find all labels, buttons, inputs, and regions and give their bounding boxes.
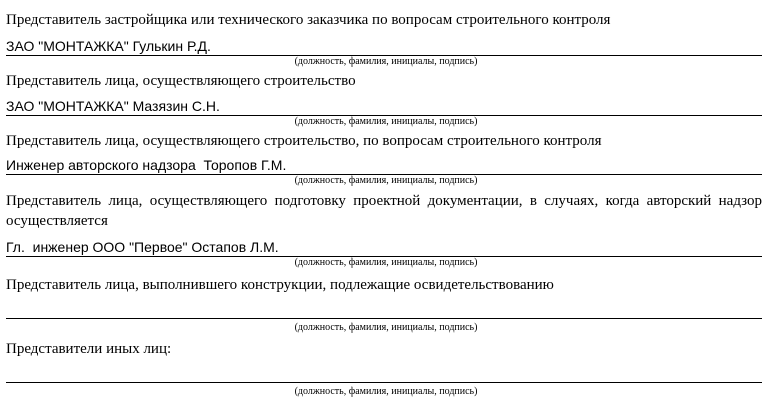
signature-caption: (должность, фамилия, инициалы, подпись)	[294, 175, 478, 186]
signature-section-designer	[6, 191, 762, 269]
signatory-name: ЗАО "МОНТАЖКА" Гулькин Р.Д.	[6, 38, 211, 54]
signature-caption: (должность, фамилия, инициалы, подпись)	[294, 386, 478, 397]
signature-caption: (должность, фамилия, инициалы, подпись)	[294, 322, 478, 333]
signature-section-builder	[6, 71, 762, 128]
section-title: Представитель застройщика или технического заказчика по вопросам строительного контроля	[6, 12, 611, 28]
section-title: Представитель лица, выполнившего конструкции, подлежащие освидетельствованию	[6, 277, 554, 293]
section-title: Представитель лица, осуществляющего подготовку проектной документации, в случаях, когда авторский надзор осуществляется	[6, 193, 762, 229]
section-title: Представитель лица, осуществляющего строительство	[6, 73, 356, 89]
signatory-name	[6, 298, 762, 316]
signature-section-others	[6, 339, 762, 398]
signatory-name	[6, 362, 762, 380]
signature-section-contractor	[6, 275, 762, 334]
signatory-name: Инженер авторского надзора Торопов Г.М.	[6, 157, 287, 173]
signature-caption: (должность, фамилия, инициалы, подпись)	[294, 56, 478, 67]
signature-caption: (должность, фамилия, инициалы, подпись)	[294, 116, 478, 127]
signature-caption: (должность, фамилия, инициалы, подпись)	[294, 257, 478, 268]
section-title: Представитель лица, осуществляющего строительство, по вопросам строительного контроля	[6, 133, 602, 149]
signatory-name: ЗАО "МОНТАЖКА" Мазязин С.Н.	[6, 98, 220, 114]
signature-section-builder-control	[6, 131, 762, 187]
signature-line	[6, 382, 762, 383]
section-title: Представители иных лиц:	[6, 341, 172, 357]
signature-section-developer	[6, 10, 762, 68]
signature-line	[6, 318, 762, 319]
signatory-name: Гл. инженер ООО "Первое" Остапов Л.М.	[6, 239, 279, 255]
